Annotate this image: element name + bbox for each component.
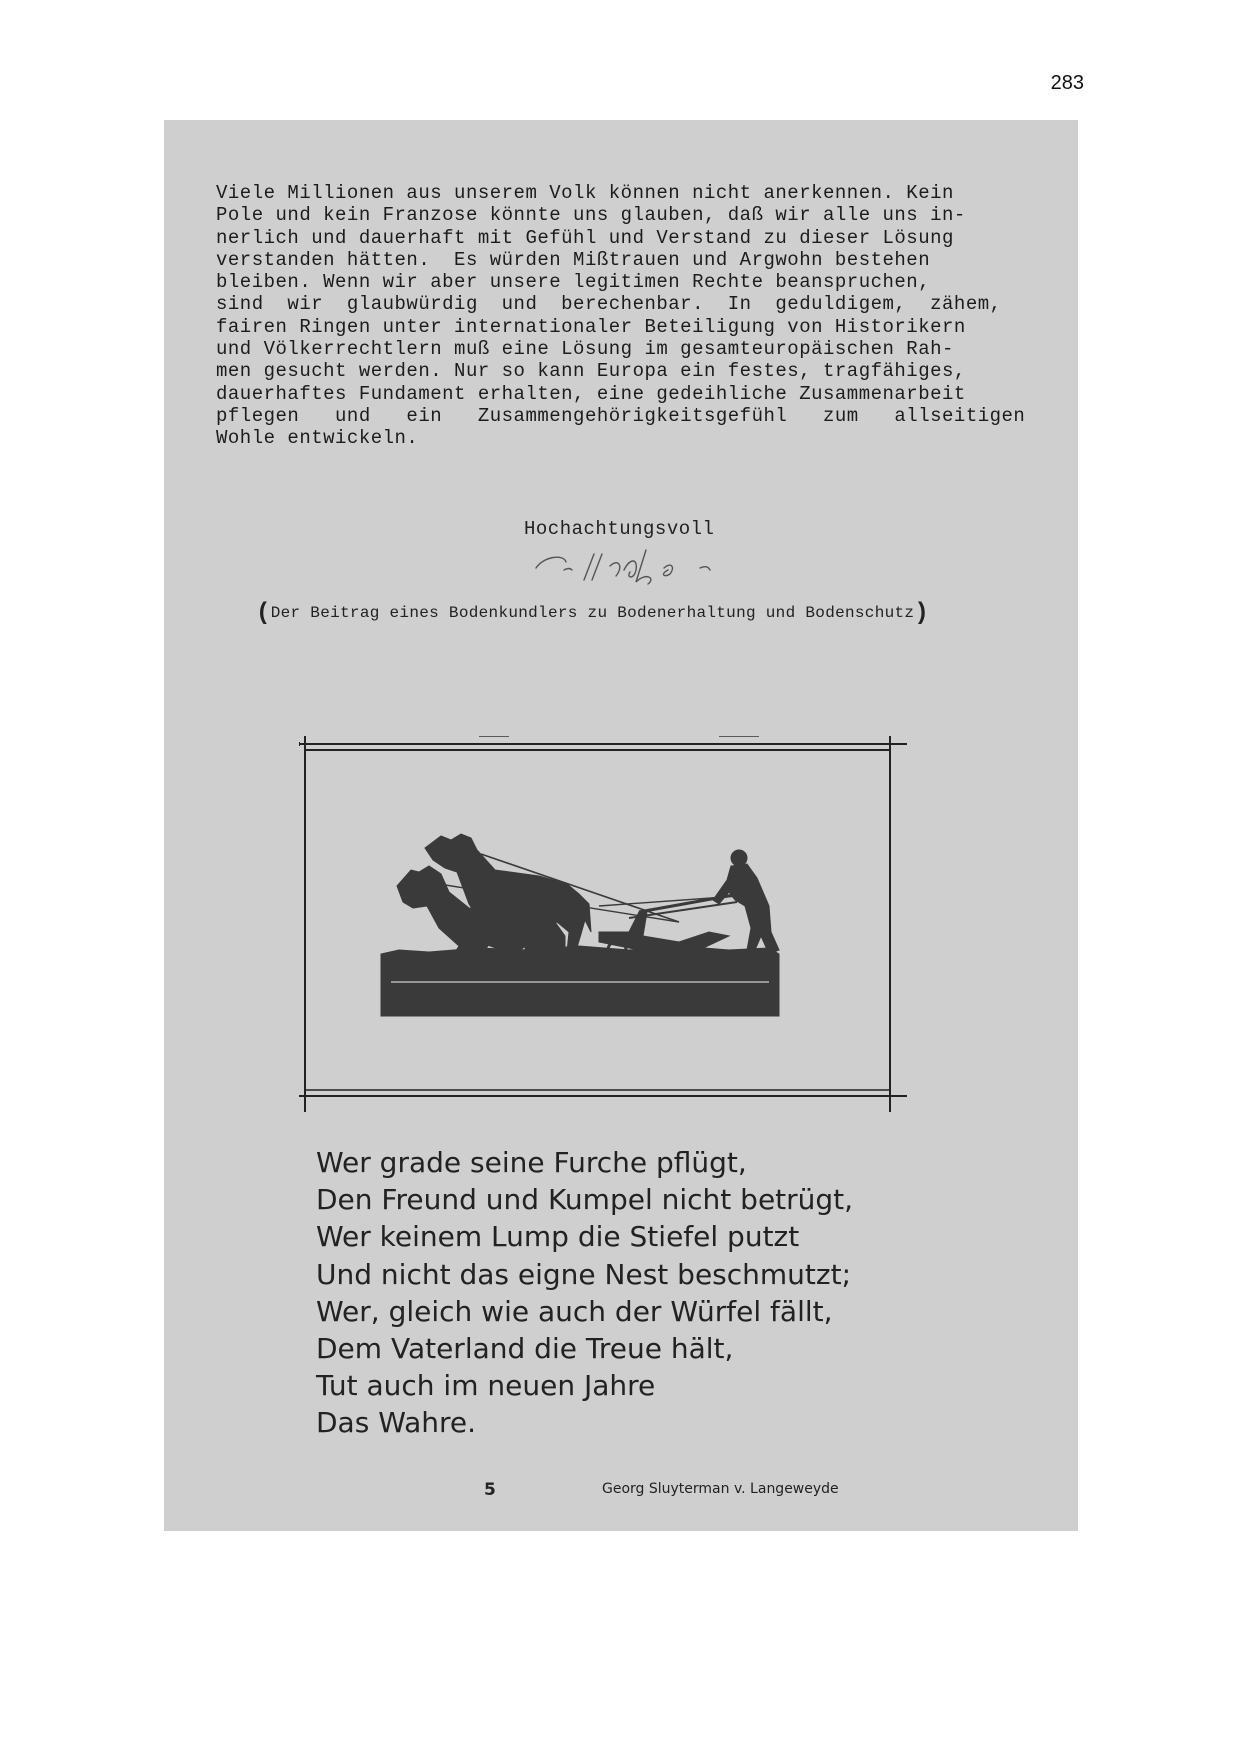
caption-open-paren: (	[256, 600, 271, 627]
letter-line: pflegen und ein Zusammengehörigkeitsgefühl zum allseitigen	[216, 404, 1026, 427]
poem-line: Das Wahre.	[316, 1406, 477, 1440]
caption	[256, 600, 929, 627]
scanned-page	[164, 120, 1078, 1531]
poem-line: Wer grade seine Furche pflügt,	[316, 1146, 747, 1179]
letter-line: verstanden hätten. Es würden Mißtrauen und Argwohn bestehen	[216, 248, 931, 271]
letter-line: nerlich und dauerhaft mit Gefühl und Verstand zu dieser Lösung	[216, 226, 954, 249]
poem-line: Wer, gleich wie auch der Würfel fällt,	[316, 1294, 833, 1328]
letter-closing: Hochachtungsvoll	[524, 518, 715, 540]
letter-line: Wohle entwickeln.	[216, 427, 419, 450]
letter-line: Viele Millionen aus unserem Volk können nicht anerkennen. Kein	[216, 182, 954, 204]
poem	[316, 1144, 853, 1442]
footer-page-number: 5	[484, 1480, 496, 1500]
caption-close-paren: )	[914, 600, 930, 627]
poem-line: Den Freund und Kumpel nicht betrügt,	[316, 1183, 854, 1217]
letter-line: sind wir glaubwürdig und berechenbar. In geduldigem, zähem,	[216, 293, 1002, 316]
letter-line: fairen Ringen unter internationaler Beteiligung von Historikern	[216, 315, 966, 338]
poem-line: Und nicht das eigne Nest beschmutzt;	[316, 1257, 852, 1291]
caption-text: Der Beitrag eines Bodenkundlers zu Bodenerhaltung und Bodenschutz	[270, 604, 915, 622]
letter-line: bleiben. Wenn wir aber unsere legitimen Rechte beanspruchen,	[216, 271, 931, 294]
letter-line: und Völkerrechtlern muß eine Lösung im gesamteuropäischen Rah-	[216, 338, 954, 361]
poem-line: Tut auch im neuen Jahre	[316, 1369, 656, 1403]
ploughman-illustration-icon	[299, 736, 907, 1112]
poem-line: Dem Vaterland die Treue hält,	[316, 1332, 734, 1366]
letter-line: dauerhaftes Fundament erhalten, eine gedeihliche Zusammenarbeit	[216, 382, 966, 405]
letter-line: Pole und kein Franzose könnte uns glauben, daß wir alle uns in-	[216, 204, 966, 227]
signature-icon	[524, 540, 784, 590]
page-number: 283	[1050, 72, 1084, 94]
poem-line: Wer keinem Lump die Stiefel putzt	[316, 1220, 800, 1254]
letter-body	[216, 182, 1036, 450]
letter-line: men gesucht werden. Nur so kann Europa ein festes, tragfähiges,	[216, 360, 966, 383]
footer-author: Georg Sluyterman v. Langeweyde	[602, 1481, 839, 1497]
